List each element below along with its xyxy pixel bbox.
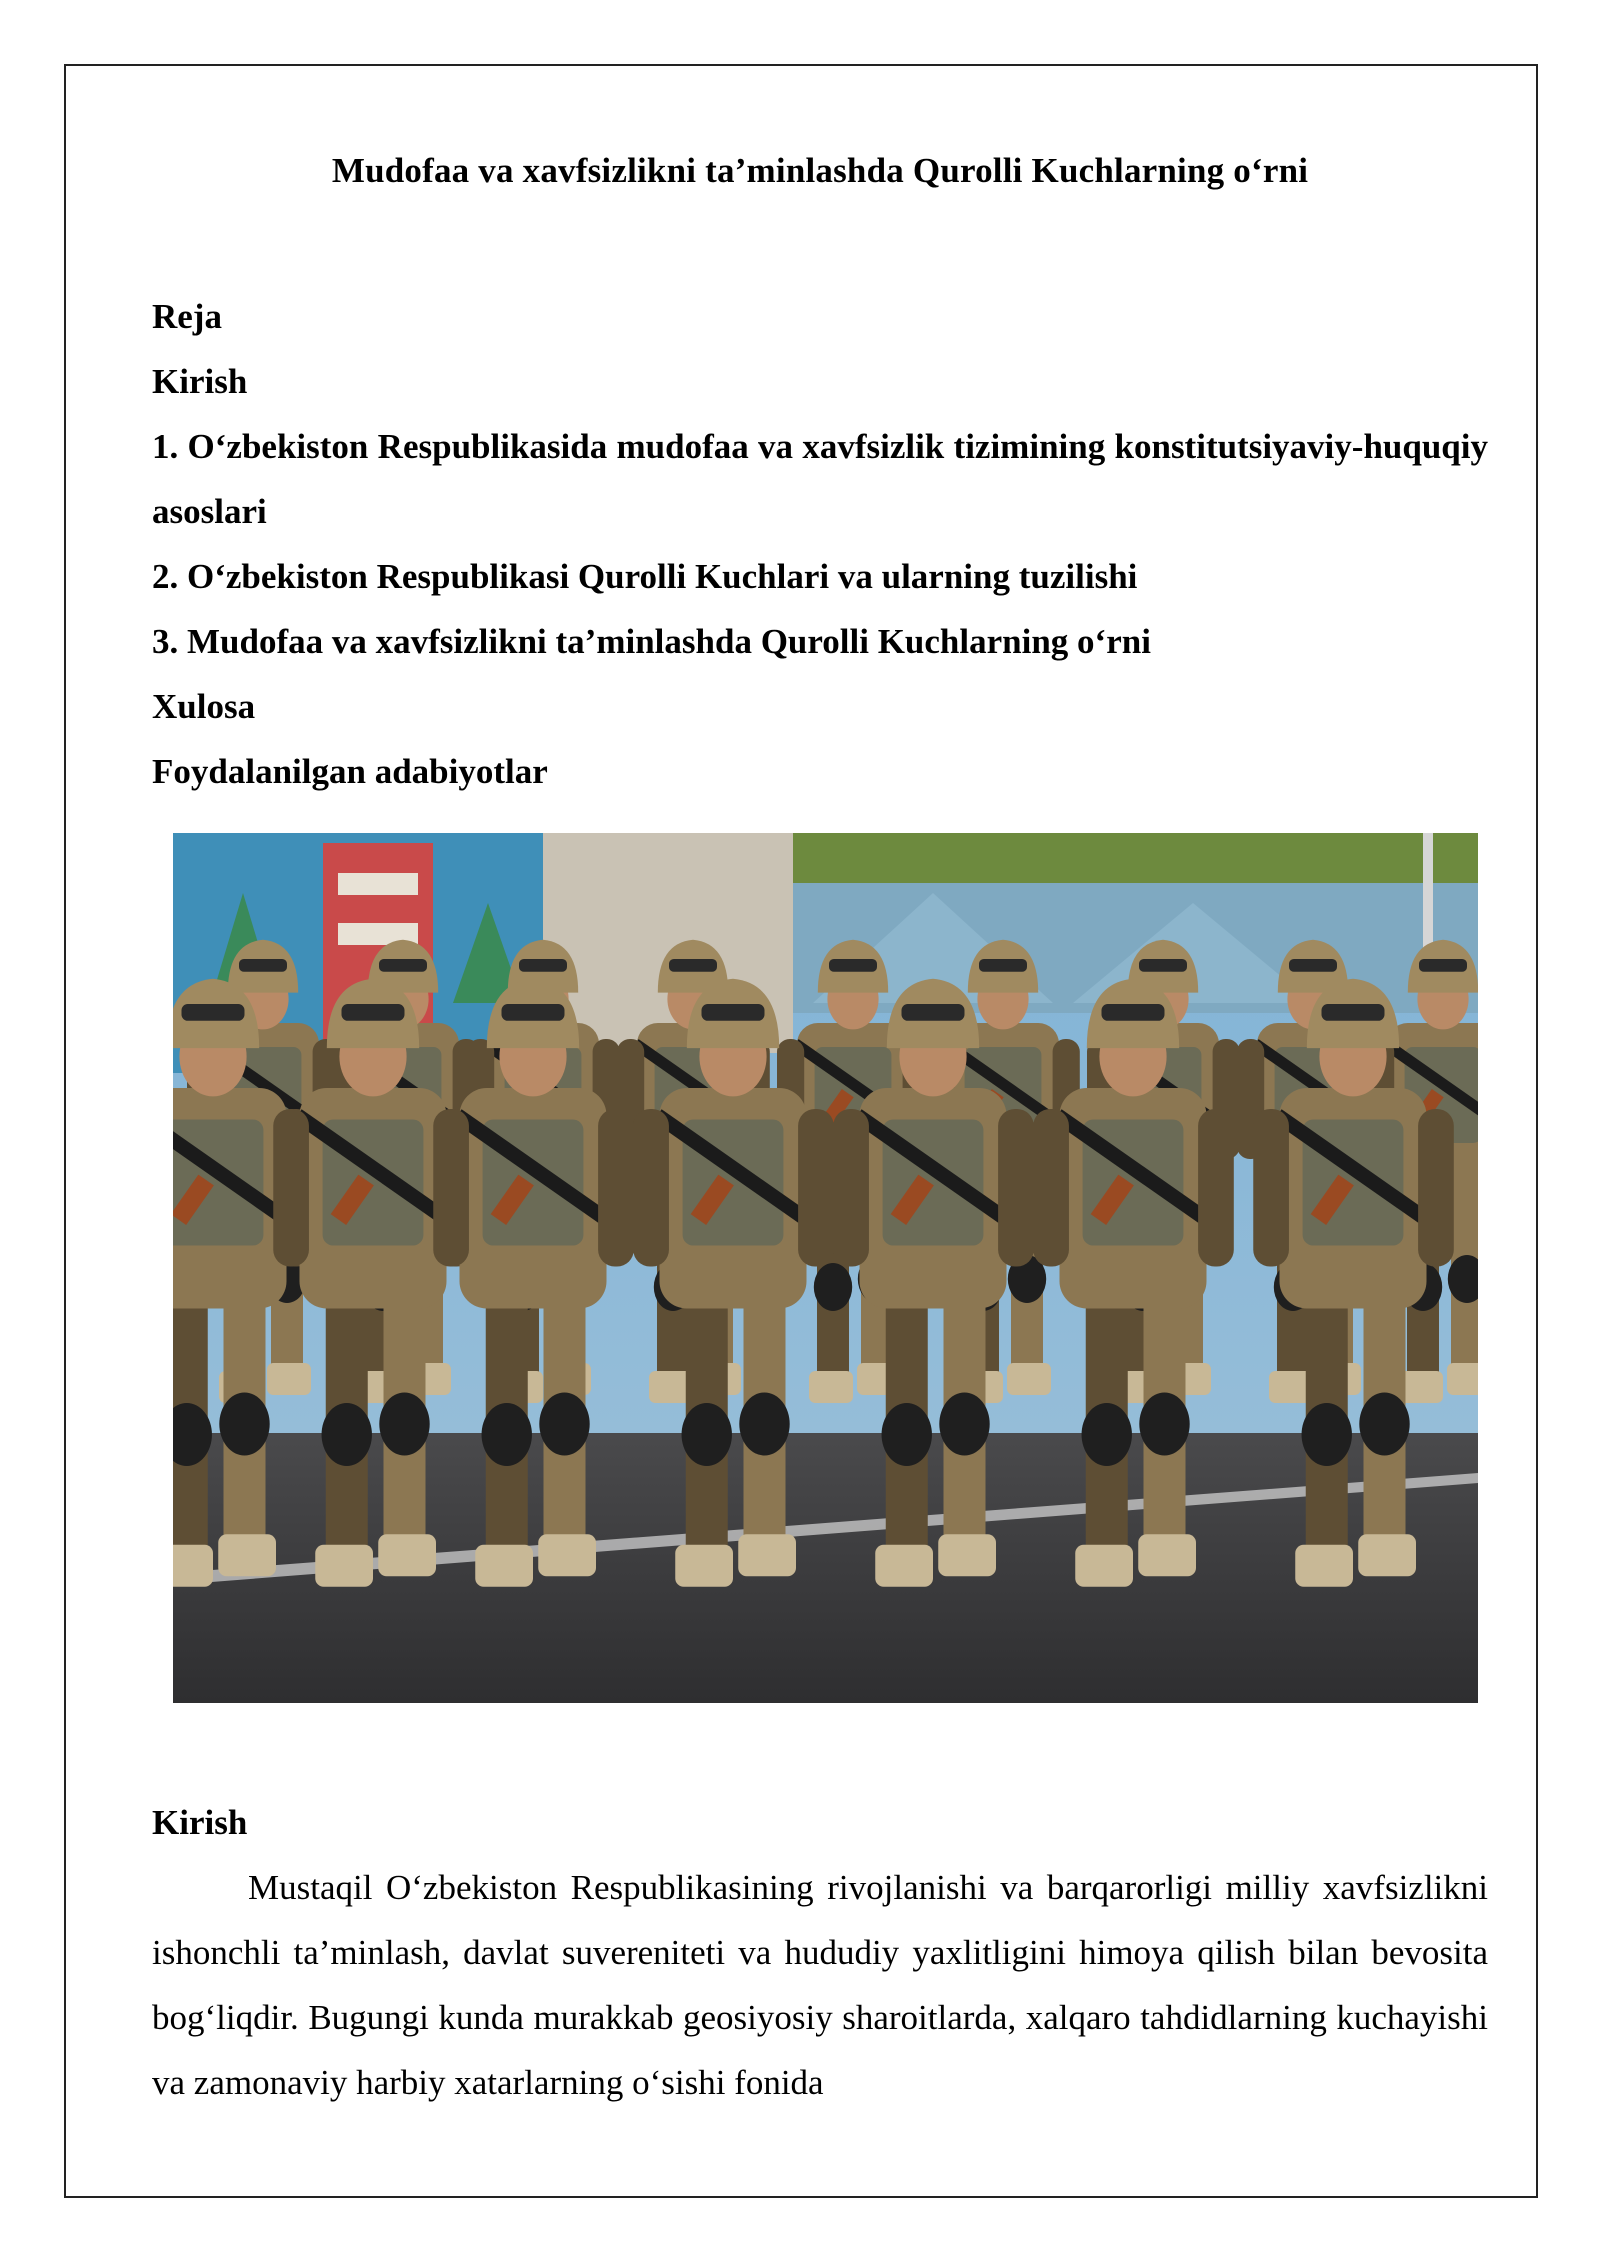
plan-item: Kirish — [152, 362, 248, 401]
document-title: Mudofaa va xavfsizlikni ta’minlashda Qurolli Kuchlarning o‘rni — [331, 151, 1309, 190]
plan-item: Foydalanilgan adabiyotlar — [152, 752, 548, 791]
plan-item: 3. Mudofaa va xavfsizlikni ta’minlashda Qurolli Kuchlarning o‘rni — [152, 622, 1151, 661]
plan-item: Xulosa — [152, 687, 256, 726]
intro-paragraph: Mustaqil O‘zbekiston Respublikasining rivojlanishi va barqarorligi milliy xavfsizlikni ishonchli ta’minlash, davlat suvereniteti va hududiy yaxlitligini himoya qilish bilan bevosita bog‘liqdir. Bugungi kunda murakkab geosiyosiy sharoitlarda, xalqaro tahdidlarning kuchayishi va zamonaviy harbiy xatarlarning o‘sishi fonida — [152, 1868, 1488, 2102]
plan-heading: Reja — [152, 297, 222, 336]
plan-item: 2. O‘zbekiston Respublikasi Qurolli Kuchlari va ularning tuzilishi — [152, 557, 1138, 596]
plan-list — [152, 284, 1488, 804]
plan-item: 1. O‘zbekiston Respublikasida mudofaa va xavfsizlik tizimining konstitutsiyaviy-huquqiy asoslari — [152, 427, 1488, 531]
section-heading: Kirish — [152, 1803, 248, 1842]
soldiers-parade-photo — [173, 833, 1478, 1703]
